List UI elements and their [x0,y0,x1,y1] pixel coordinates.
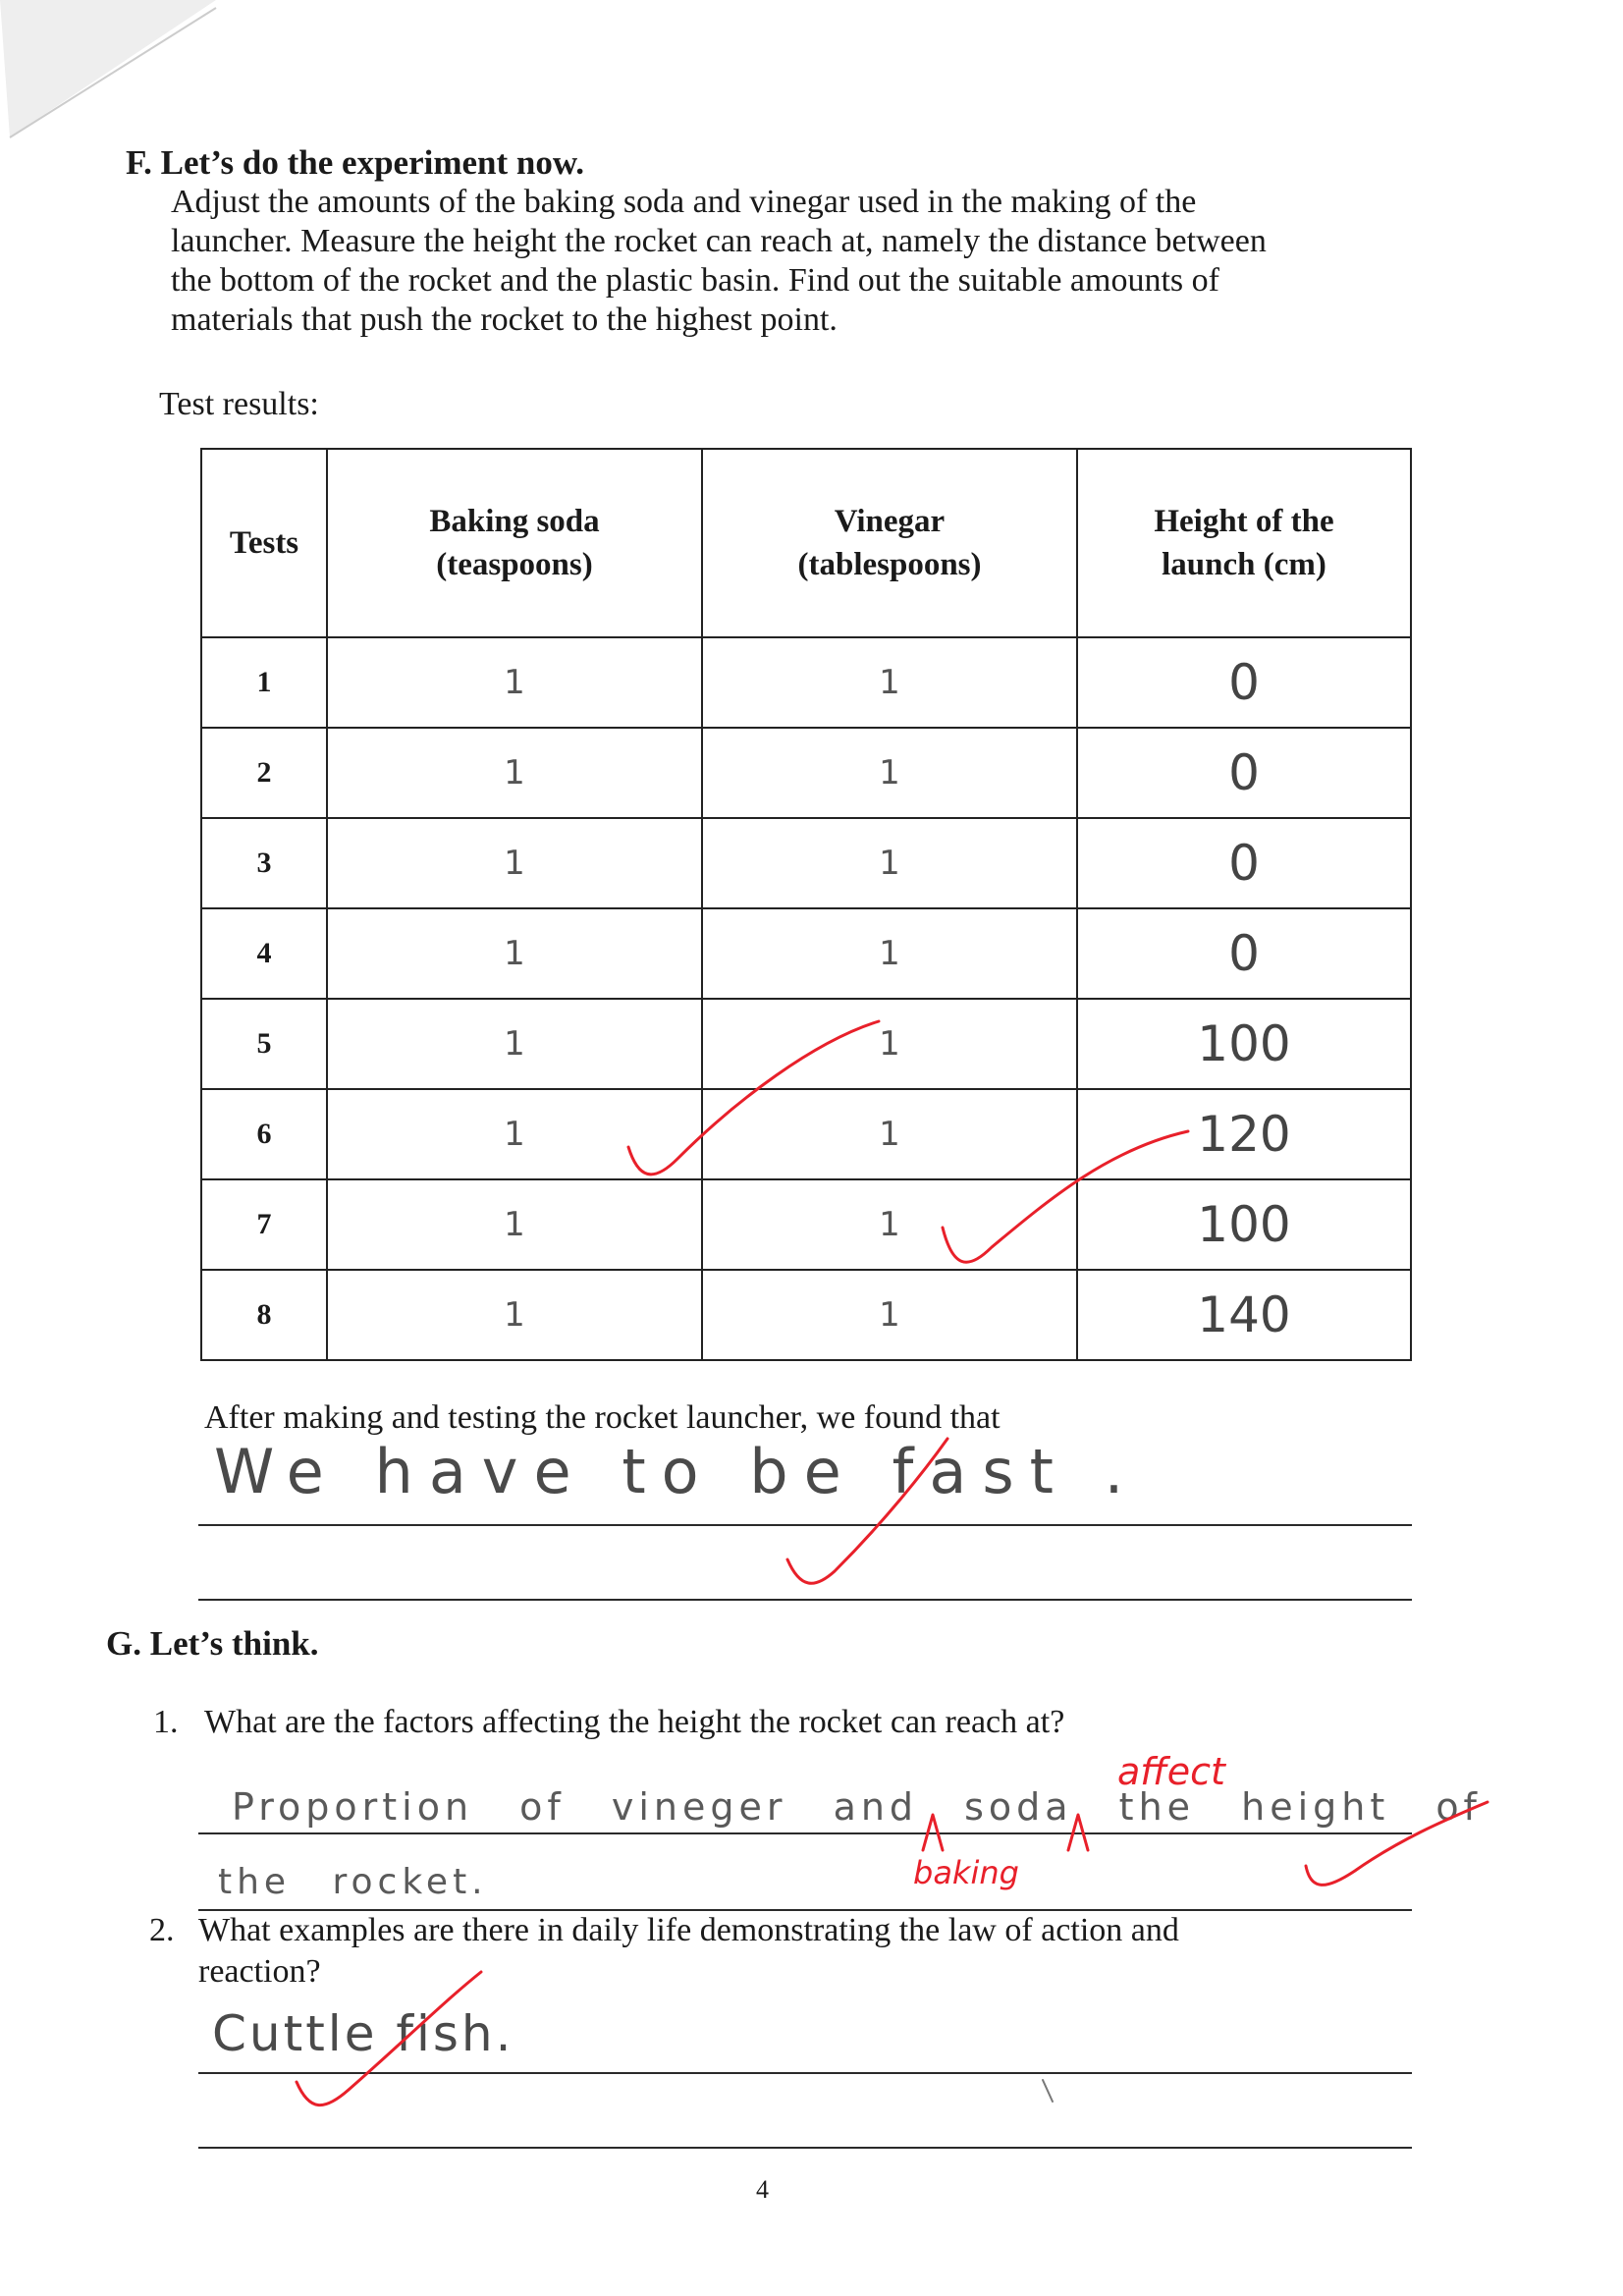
answer-line [198,2072,1412,2074]
table-row [201,908,1411,999]
table-row [201,1270,1411,1360]
test-number: 6 [201,1089,327,1179]
instruction-line: launcher. Measure the height the rocket can reach at, namely the distance between [171,223,1267,259]
question-1-number: 1. [153,1704,179,1740]
question-2-number: 2. [149,1912,175,1948]
question-2-text-line-1: What examples are there in daily life demonstrating the law of action and [198,1912,1179,1948]
vinegar-value: 1 [702,1270,1077,1360]
vinegar-value: 1 [702,728,1077,818]
baking-soda-value: 1 [327,999,702,1089]
baking-soda-value: 1 [327,818,702,908]
test-number: 5 [201,999,327,1089]
table-row [201,1089,1411,1179]
vinegar-value: 1 [702,637,1077,728]
header-vinegar: Vinegar (tablespoons) [702,449,1077,637]
question-2-text-line-2: reaction? [198,1953,321,1990]
baking-soda-value: 1 [327,908,702,999]
test-results-label: Test results: [159,386,319,422]
instruction-line: materials that push the rocket to the highest point. [171,301,838,338]
baking-soda-value: 1 [327,1179,702,1270]
table-row [201,637,1411,728]
answer-line [198,2147,1412,2149]
test-number: 8 [201,1270,327,1360]
header-baking-soda: Baking soda (teaspoons) [327,449,702,637]
scan-corner-fold [0,0,226,147]
section-g-heading: G. Let’s think. [106,1624,319,1663]
height-value: 120 [1077,1089,1411,1179]
table-row [201,1179,1411,1270]
test-number: 4 [201,908,327,999]
height-value: 140 [1077,1270,1411,1360]
question-1-answer-line-1: Proportion of vineger and soda the height of [232,1785,1482,1829]
test-number: 2 [201,728,327,818]
test-number: 3 [201,818,327,908]
vinegar-value: 1 [702,999,1077,1089]
test-results-table [200,448,1412,1361]
baking-soda-value: 1 [327,1270,702,1360]
vinegar-value: 1 [702,1179,1077,1270]
height-value: 0 [1077,818,1411,908]
question-1-text: What are the factors affecting the height the rocket can reach at? [204,1704,1065,1740]
page-number: 4 [756,2175,769,2204]
height-value: 0 [1077,637,1411,728]
baking-soda-value: 1 [327,1089,702,1179]
answer-line [198,1832,1412,1834]
pencil-stroke [1043,2080,1053,2102]
correction-affect: affect [1117,1750,1225,1793]
height-value: 100 [1077,999,1411,1089]
vinegar-value: 1 [702,1089,1077,1179]
height-value: 0 [1077,908,1411,999]
instruction-line: the bottom of the rocket and the plastic basin. Find out the suitable amounts of [171,262,1219,299]
table-row [201,999,1411,1089]
height-value: 0 [1077,728,1411,818]
baking-soda-value: 1 [327,637,702,728]
instruction-line: Adjust the amounts of the baking soda and vinegar used in the making of the [171,184,1197,220]
finding-answer: We have to be fast . [214,1436,1140,1507]
test-number: 7 [201,1179,327,1270]
section-f-instructions [171,183,1267,340]
finding-prompt: After making and testing the rocket launcher, we found that [204,1399,1001,1436]
header-tests: Tests [201,449,327,637]
correction-baking: baking [913,1854,1019,1891]
table-row [201,728,1411,818]
height-value: 100 [1077,1179,1411,1270]
table-header-row [201,449,1411,637]
vinegar-value: 1 [702,818,1077,908]
baking-soda-value: 1 [327,728,702,818]
question-1-answer-line-2: the rocket. [218,1862,488,1902]
answer-line [198,1524,1412,1526]
section-f-heading: F. Let’s do the experiment now. [126,143,584,182]
answer-line [198,1599,1412,1601]
vinegar-value: 1 [702,908,1077,999]
table-row [201,818,1411,908]
header-height: Height of the launch (cm) [1077,449,1411,637]
question-2-answer: Cuttle fish. [212,2005,514,2062]
test-number: 1 [201,637,327,728]
